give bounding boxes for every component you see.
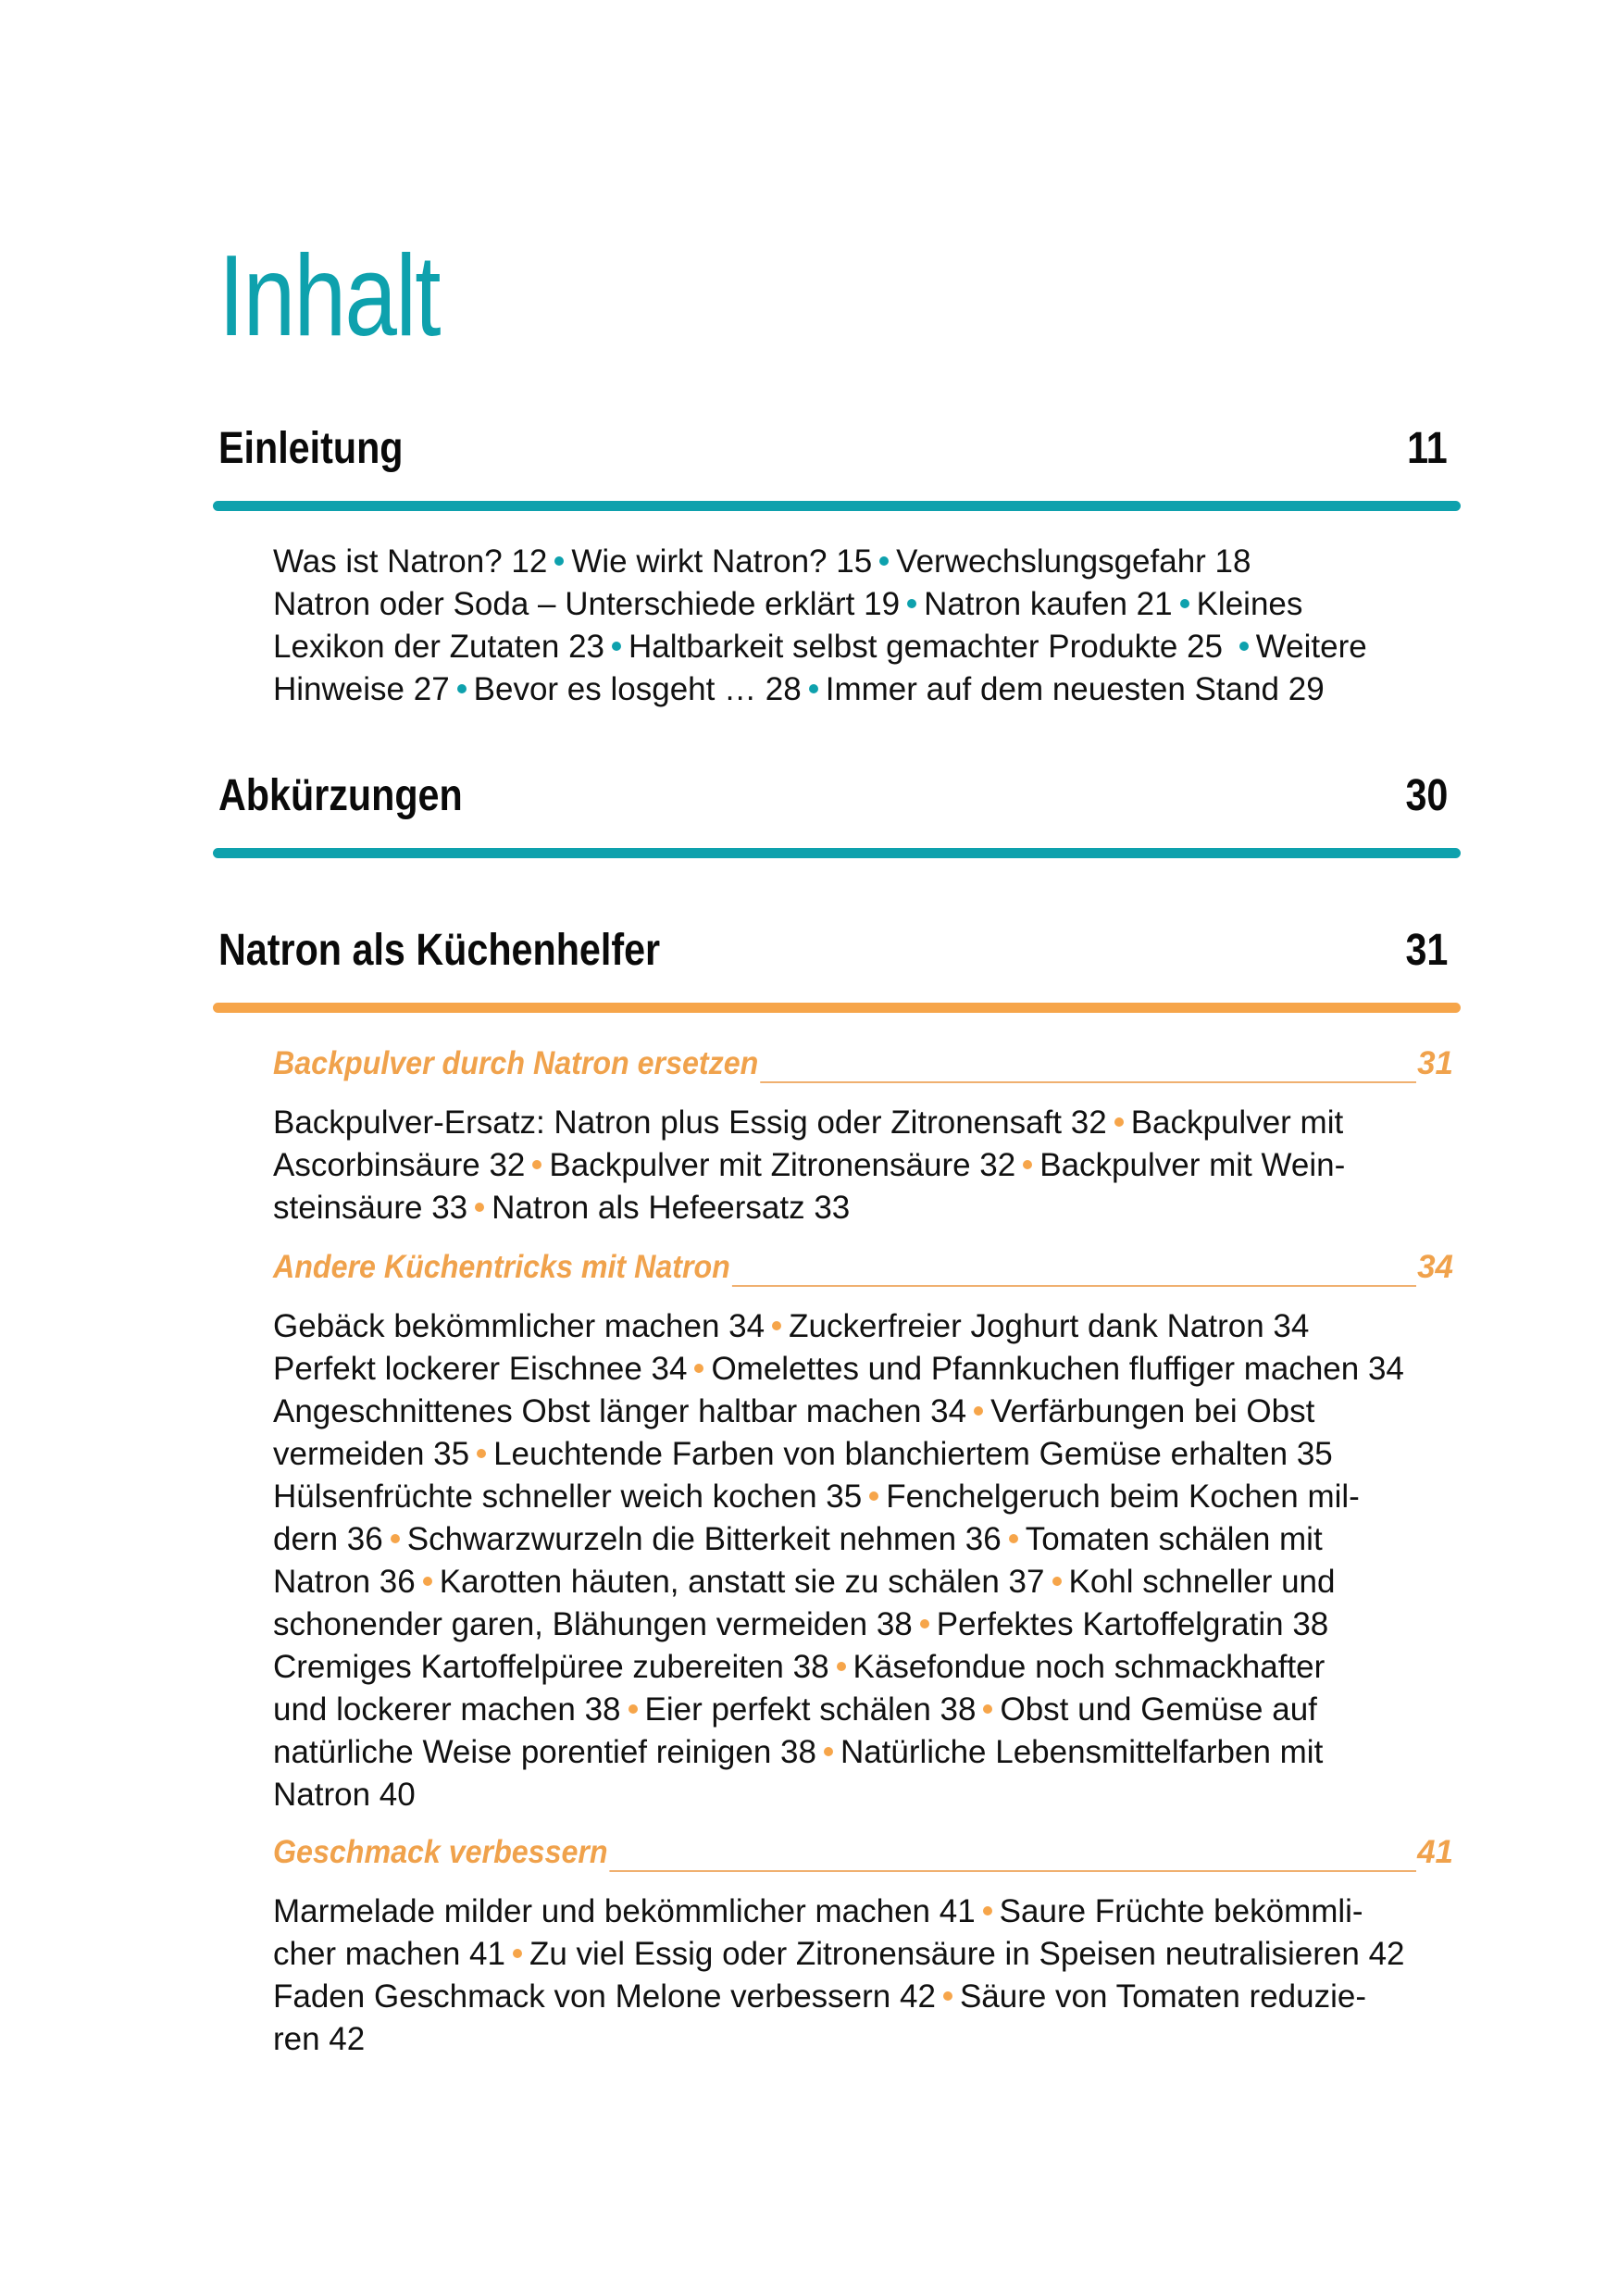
chapter-title: Einleitung [218,424,404,473]
toc-entry[interactable]: Backpulver mit Wein- [1039,1147,1346,1183]
toc-entry[interactable]: Angeschnittenes Obst länger haltbar machen 34 [273,1393,967,1429]
bullet-icon [1180,599,1189,608]
entry-line [273,1603,1421,1646]
bullet-icon [532,1160,541,1169]
entry-line [273,626,1421,668]
toc-entry[interactable]: Verwechslungsgefahr 18 [896,543,1251,580]
bullet-icon [694,1364,703,1373]
toc-entry[interactable]: Karotten häuten, anstatt sie zu schälen 37 [439,1564,1045,1600]
toc-entry[interactable]: natürliche Weise porentief reinigen 38 [273,1734,816,1770]
toc-entry[interactable]: steinsäure 33 [273,1190,468,1226]
entry-line [273,1144,1421,1187]
chapter-page-number: 31 [1405,926,1448,975]
toc-entry[interactable]: Omelettes und Pfannkuchen fluffiger machen 34 [711,1351,1404,1387]
chapter-title: Abkürzungen [218,771,463,820]
bullet-icon [943,1991,952,2001]
entry-line [273,668,1421,711]
bullet-icon [391,1534,400,1543]
toc-entry[interactable]: Säure von Tomaten reduzie- [959,1978,1366,2015]
section-kuechentricks[interactable] [273,1248,1453,1291]
chapter-einleitung[interactable] [213,421,1461,477]
bullet-icon [772,1321,781,1330]
toc-entry[interactable]: Tomaten schälen mit [1025,1521,1323,1557]
toc-entry[interactable]: Immer auf dem neuesten Stand 29 [825,671,1325,707]
section-geschmack[interactable] [273,1833,1453,1876]
toc-entry[interactable]: Faden Geschmack von Melone verbessern 42 [273,1978,936,2015]
toc-entry[interactable]: Natron oder Soda – Unterschiede erklärt 19 [273,586,901,622]
entry-line [273,1646,1421,1689]
bullet-icon [629,1704,638,1714]
entry-line [273,1890,1421,1933]
toc-entry[interactable]: schonender garen, Blähungen vermeiden 38 [273,1606,913,1642]
entry-line [273,1102,1421,1144]
bullet-icon [1114,1117,1124,1127]
bullet-icon [477,1449,486,1458]
toc-entry[interactable]: Leuchtende Farben von blanchiertem Gemüse erhalten 35 [493,1436,1333,1472]
toc-entry[interactable]: Fenchelgeruch beim Kochen mil- [886,1479,1360,1515]
toc-entry[interactable]: Kleines [1196,586,1303,622]
chapter-entries [273,541,1421,711]
toc-entry[interactable]: Wie wirkt Natron? 15 [571,543,873,580]
bullet-icon [983,1906,992,1915]
bullet-icon [457,684,467,693]
toc-entry[interactable]: Saure Früchte bekömmli- [999,1893,1363,1929]
toc-entry[interactable]: Natron 40 [273,1777,416,1813]
bullet-icon [423,1577,432,1586]
entry-line [273,1933,1421,1976]
chapter-heading [213,421,1461,477]
entry-line [273,583,1421,626]
toc-entry[interactable]: Natürliche Lebensmittelfarben mit [840,1734,1324,1770]
toc-entry[interactable]: vermeiden 35 [273,1436,470,1472]
entry-line [273,1305,1421,1348]
toc-entry[interactable]: Schwarzwurzeln die Bitterkeit nehmen 36 [406,1521,1002,1557]
toc-entry[interactable]: Natron kaufen 21 [924,586,1173,622]
section-entries [273,1102,1421,1229]
bullet-icon [554,556,564,566]
entry-line [273,1433,1421,1476]
toc-entry[interactable]: Eier perfekt schälen 38 [644,1691,977,1728]
chapter-page-number: 30 [1405,771,1448,820]
entry-line [273,1518,1421,1561]
toc-entry[interactable]: Hülsenfrüchte schneller weich kochen 35 [273,1479,863,1515]
toc-entry[interactable]: Backpulver mit Zitronensäure 32 [549,1147,1016,1183]
toc-entry[interactable]: Verfärbungen bei Obst [990,1393,1315,1429]
toc-entry[interactable]: dern 36 [273,1521,383,1557]
bullet-icon [1009,1534,1018,1543]
toc-entry[interactable]: ren 42 [273,2021,366,2057]
entry-line [273,1689,1421,1731]
section-entries [273,1305,1421,1816]
bullet-icon [1023,1160,1032,1169]
entry-line [273,1187,1421,1229]
toc-entry[interactable]: Was ist Natron? 12 [273,543,548,580]
toc-entry[interactable]: Cremiges Kartoffelpüree zubereiten 38 [273,1649,829,1685]
chapter-divider-bar [213,1003,1461,1013]
page-title: Inhalt [218,232,440,360]
bullet-icon [974,1406,983,1416]
chapter-heading [213,768,1461,824]
toc-entry[interactable]: Backpulver-Ersatz: Natron plus Essig oder Zitronensaft 32 [273,1104,1107,1141]
entry-line [273,1391,1421,1433]
section-title: Andere Küchentricks mit Natron [273,1249,730,1285]
chapter-page-number: 11 [1407,424,1448,473]
toc-entry[interactable]: Zuckerfreier Joghurt dank Natron 34 [789,1308,1310,1344]
toc-entry[interactable]: Natron als Hefeersatz 33 [492,1190,851,1226]
chapter-title: Natron als Küchenhelfer [218,926,661,975]
bullet-icon [879,556,889,566]
section-page-number: 41 [1417,1834,1453,1870]
bullet-icon [809,684,818,693]
section-title: Geschmack verbessern [273,1834,608,1870]
chapter-heading [213,923,1461,979]
bullet-icon [1052,1577,1062,1586]
bullet-icon [920,1619,929,1628]
toc-entry[interactable]: und lockerer machen 38 [273,1691,621,1728]
toc-entry[interactable]: Ascorbinsäure 32 [273,1147,526,1183]
toc-entry[interactable]: Backpulver mit [1130,1104,1344,1141]
toc-entry[interactable]: Kohl schneller und [1068,1564,1336,1600]
entry-line [273,541,1421,583]
bullet-icon [513,1949,522,1958]
entry-line [273,1731,1421,1774]
toc-entry[interactable]: Perfekt lockerer Eischnee 34 [273,1351,688,1387]
toc-entry[interactable]: Zu viel Essig oder Zitronensäure in Speisen neutralisieren 42 [529,1936,1405,1972]
bullet-icon [475,1203,484,1212]
toc-entry[interactable]: Perfektes Kartoffelgratin 38 [936,1606,1329,1642]
bullet-icon [907,599,916,608]
toc-entry[interactable]: Obst und Gemüse auf [1000,1691,1317,1728]
chapter-natron-kuechenhelfer[interactable] [213,923,1461,979]
bullet-icon [824,1747,833,1756]
bullet-icon [983,1704,992,1714]
section-backpulver[interactable] [273,1044,1453,1087]
toc-entry[interactable]: Bevor es losgeht … 28 [473,671,802,707]
toc-entry[interactable]: Gebäck bekömmlicher machen 34 [273,1308,765,1344]
toc-entry[interactable]: Haltbarkeit selbst gemachter Produkte 25 [629,629,1232,665]
toc-entry[interactable]: Hinweise 27 [273,671,450,707]
entry-line [273,2018,1421,2061]
toc-entry[interactable]: Weitere [1255,629,1367,665]
entry-line [273,1348,1421,1391]
chapter-divider-bar [213,848,1461,858]
chapter-abkuerzungen[interactable] [213,768,1461,824]
entry-line [273,1976,1421,2018]
toc-entry[interactable]: Käsefondue noch schmackhafter [853,1649,1326,1685]
section-title: Backpulver durch Natron ersetzen [273,1045,759,1081]
toc-entry[interactable]: Lexikon der Zutaten 23 [273,629,605,665]
bullet-icon [869,1491,878,1501]
bullet-icon [1239,642,1249,651]
section-page-number: 31 [1417,1045,1453,1081]
toc-entry[interactable]: Natron 36 [273,1564,416,1600]
bullet-icon [612,642,621,651]
section-page-number: 34 [1417,1249,1453,1285]
section-entries [273,1890,1421,2061]
entry-line [273,1774,1421,1816]
toc-entry[interactable]: Marmelade milder und bekömmlicher machen 41 [273,1893,976,1929]
entry-line [273,1476,1421,1518]
toc-entry[interactable]: cher machen 41 [273,1936,505,1972]
entry-line [273,1561,1421,1603]
chapter-divider-bar [213,501,1461,511]
bullet-icon [837,1662,846,1671]
